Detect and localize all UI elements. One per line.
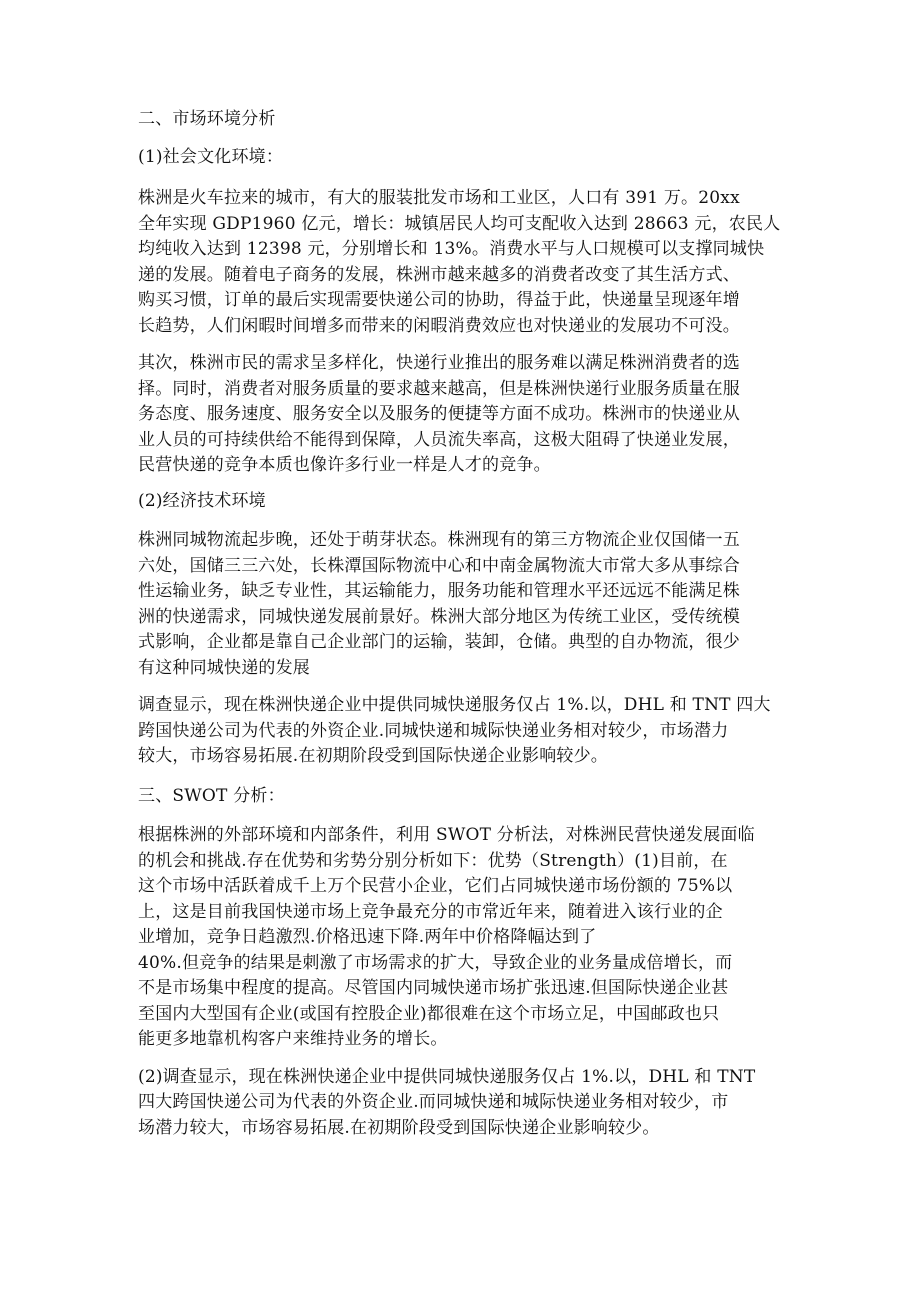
paragraph-line: 式影响，企业都是靠自己企业部门的运输，装卸，仓储。典型的自办物流，很少: [138, 632, 740, 652]
paragraph-line: 民营快递的竞争本质也像许多行业一样是人才的竞争。: [138, 455, 551, 475]
paragraph-line: 有这种同城快递的发展: [138, 657, 310, 678]
paragraph-line: 调查显示，现在株洲快递企业中提供同城快递服务仅占 1%.以，DHL 和 TNT 四大: [138, 695, 771, 715]
paragraph-line: 全年实现 GDP1960 亿元，增长：城镇居民人均可支配收入达到 28663 元，农民人: [138, 213, 781, 234]
subheading-social-culture: [138, 145, 798, 171]
subheading-text: (2)经济技术环境: [138, 490, 266, 511]
section-heading-market-environment: [138, 107, 798, 133]
paragraph-city-overview: [138, 186, 798, 339]
paragraph-line: 不是市场集中程度的提高。尽管国内同城快递市场扩张迅速.但国际快递企业甚: [138, 978, 729, 998]
paragraph-line: 40%.但竞争的结果是刺激了市场需求的扩大，导致企业的业务量成倍增长，而: [138, 952, 733, 973]
heading-text: 二、市场环境分析: [138, 109, 276, 129]
heading-text: 三、SWOT 分析：: [138, 785, 285, 806]
paragraph-line: 的机会和挑战.存在优势和劣势分别分析如下：优势（Strength）(1)目前，在: [138, 850, 728, 871]
paragraph-survey: [138, 693, 798, 770]
paragraph-line: 根据株洲的外部环境和内部条件，利用 SWOT 分析法，对株洲民营快递发展面临: [138, 825, 755, 845]
paragraph-line: (2)调查显示，现在株洲快递企业中提供同城快递服务仅占 1%.以，DHL 和 TNT: [138, 1066, 756, 1087]
paragraph-line: 其次，株洲市民的需求呈多样化，快递行业推出的服务难以满足株洲消费者的选: [138, 353, 740, 373]
document-page: [138, 107, 798, 1157]
paragraph-line: 务态度、服务速度、服务安全以及服务的便捷等方面不成功。株洲市的快递业从: [138, 404, 740, 424]
paragraph-line: 株洲是火车拉来的城市，有大的服装批发市场和工业区，人口有 391 万。20xx: [138, 188, 740, 208]
paragraph-line: 较大，市场容易拓展.在初期阶段受到国际快递企业影响较少。: [138, 746, 609, 766]
paragraph-consumer-demand: [138, 351, 798, 479]
paragraph-line: 能更多地靠机构客户来维持业务的增长。: [138, 1029, 448, 1049]
section-heading-swot: [138, 784, 798, 810]
paragraph-line: 上，这是目前我国快递市场上竞争最充分的市常近年来，随着进入该行业的企: [138, 901, 723, 922]
paragraph-line: 长趋势，人们闲暇时间增多而带来的闲暇消费效应也对快递业的发展功不可没。: [138, 315, 740, 336]
paragraph-line: 洲的快递需求，同城快递发展前景好。株洲大部分地区为传统工业区，受传统模: [138, 606, 740, 627]
paragraph-line: 场潜力较大，市场容易拓展.在初期阶段受到国际快递企业影响较少。: [138, 1117, 660, 1138]
paragraph-line: 这个市场中活跃着成千上万个民营小企业，它们占同城快递市场份额的 75%以: [138, 876, 733, 896]
paragraph-swot-survey: [138, 1065, 798, 1142]
paragraph-line: 至国内大型国有企业(或国有控股企业)都很难在这个市场立足，中国邮政也只: [138, 1003, 720, 1024]
paragraph-line: 择。同时，消费者对服务质量的要求越来越高，但是株洲快递行业服务质量在服: [138, 378, 740, 399]
subheading-text: (1)社会文化环境：: [138, 146, 284, 167]
paragraph-line: 六处，国储三三六处，长株潭国际物流中心和中南金属物流大市常大多从事综合: [138, 555, 740, 576]
paragraph-line: 均纯收入达到 12398 元，分别增长和 13%。消费水平与人口规模可以支撑同城快: [138, 239, 765, 259]
paragraph-swot-strengths: [138, 823, 798, 1053]
subheading-economic-technical: [138, 489, 798, 515]
paragraph-line: 业人员的可持续供给不能得到保障，人员流失率高，这极大阻碍了快递业发展，: [138, 429, 740, 450]
paragraph-line: 株洲同城物流起步晚，还处于萌芽状态。株洲现有的第三方物流企业仅国储一五: [138, 530, 740, 550]
paragraph-logistics-status: [138, 528, 798, 681]
paragraph-line: 递的发展。随着电子商务的发展，株洲市越来越多的消费者改变了其生活方式、: [138, 264, 740, 285]
paragraph-line: 性运输业务，缺乏专业性，其运输能力，服务功能和管理水平还远远不能满足株: [138, 581, 740, 601]
paragraph-line: 跨国快递公司为代表的外资企业.同城快递和城际快递业务相对较少，市场潜力: [138, 720, 729, 741]
paragraph-line: 购买习惯，订单的最后实现需要快递公司的协助，得益于此，快递量呈现逐年增: [138, 290, 740, 310]
paragraph-line: 四大跨国快递公司为代表的外资企业.而同城快递和城际快递业务相对较少，市: [138, 1092, 729, 1112]
paragraph-line: 业增加，竞争日趋激烈.价格迅速下降.两年中价格降幅达到了: [138, 927, 597, 947]
